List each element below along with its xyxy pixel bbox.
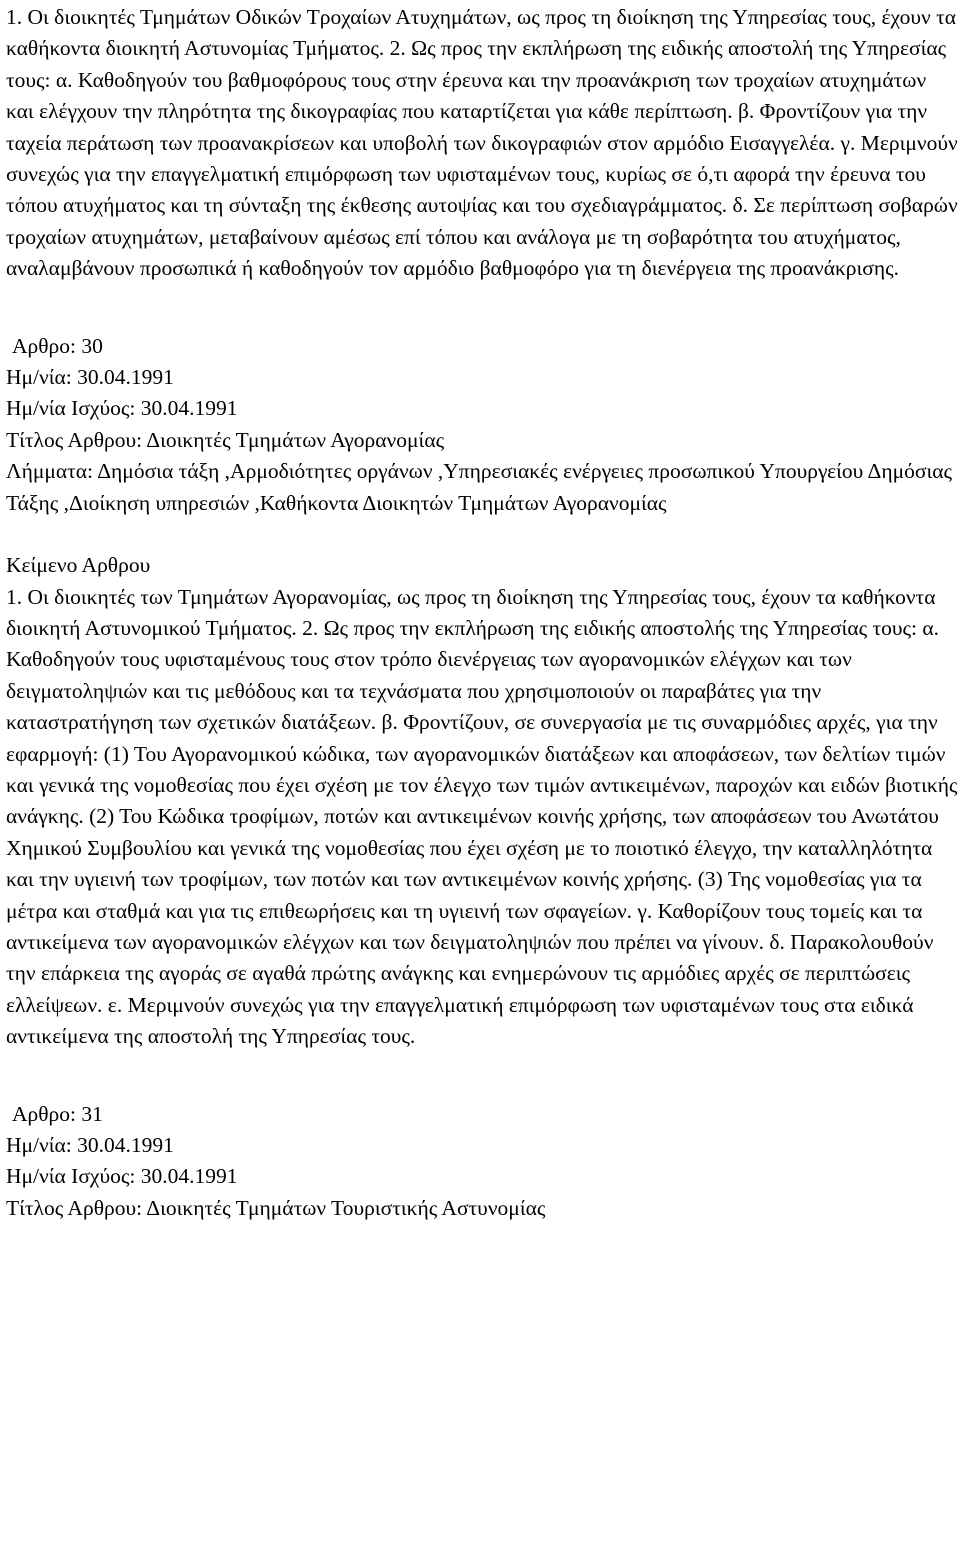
spacer: [6, 519, 958, 550]
article-31-metadata: [6, 1099, 958, 1225]
article-31-number: Αρθρο: 31: [12, 1101, 103, 1126]
previous-article-body: 1. Οι διοικητές Τμημάτων Οδικών Τροχαίων Ατυχημάτων, ως προς τη διοίκηση της Υπηρεσίας τους, έχουν τα καθήκοντα διοικητή Αστυνομίας Τμήματος. 2. Ως προς την εκπλήρωση της ειδικής αποστολή της Υπηρεσίας τους: α. Καθοδηγούν του βαθμοφόρους τους στην έρευνα και την προανάκριση των τροχαίων ατυχημάτων και ελέγχουν την πληρότητα της δικογραφίας που καταρτίζεται για κάθε περίπτωση. β. Φροντίζουν για την ταχεία περάτωση των προανακρίσεων και υποβολή των δικογραφιών στον αρμόδιο Εισαγγελέα. γ. Μεριμνούν συνεχώς για την επαγγελματική επιμόρφωση των υφισταμένων τους, κυρίως σε ό,τι αφορά την έρευνα του τόπου ατυχήματος και τη σύνταξη της έκθεσης αυτοψίας και του σχεδιαγράμματος. δ. Σε περίπτωση σοβαρών τροχαίων ατυχημάτων, μεταβαίνουν αμέσως επί τόπου και ανάλογα με τη σοβαρότητα του ατυχήματος, αναλαμβάνουν προσωπικά ή καθοδηγούν τον αρμόδιο βαθμοφόρο για τη διενέργεια της προανάκρισης.: [6, 5, 958, 281]
article-30-metadata: [6, 331, 958, 519]
document-page: [6, 2, 958, 1224]
article-30-effective-date: Ημ/νία Ισχύος: 30.04.1991: [6, 396, 238, 421]
article-30-title: Τίτλος Αρθρου: Διοικητές Τμημάτων Αγορανομίας: [6, 427, 445, 452]
article-31-title: Τίτλος Αρθρου: Διοικητές Τμημάτων Τουριστικής Αστυνομίας: [6, 1195, 546, 1220]
article-30-number: Αρθρο: 30: [12, 333, 103, 358]
article-30-keywords: Λήμματα: Δημόσια τάξη ,Αρμοδιότητες οργάνων ,Υπηρεσιακές ενέργειες προσωπικού Υπουργείου Δημόσιας Τάξης ,Διοίκηση υπηρεσιών ,Καθήκοντα Διοικητών Τμημάτων Αγορανομίας: [6, 459, 953, 515]
article-31-effective-date: Ημ/νία Ισχύος: 30.04.1991: [6, 1164, 238, 1189]
article-30-body: 1. Οι διοικητές των Τμημάτων Αγορανομίας, ως προς τη διοίκηση της Υπηρεσίας τους, έχουν τα καθήκοντα διοικητή Αστυνομικού Τμήματος. 2. Ως προς την εκπλήρωση της ειδικής αποστολής της Υπηρεσίας τους: α. Καθοδηγούν τους υφισταμένους τους στον τρόπο διενέργειας των αγορανομικών ελέγχων και των δειγματοληψιών και τις μεθόδους και τα τεχνάσματα που χρησιμοποιούν οι παραβάτες για την καταστρατήγηση των σχετικών διατάξεων. β. Φροντίζουν, σε συνεργασία με τις συναρμόδιες αρχές, για την εφαρμογή: (1) Του Αγορανομικού κώδικα, των αγορανομικών διατάξεων και αποφάσεων, των δελτίων τιμών και γενικά της νομοθεσίας που έχει σχέση με τον έλεγχο των τιμών αντικειμένων, παροχών και ειδών βιοτικής ανάγκης. (2) Του Κώδικα τροφίμων, ποτών και αντικειμένων κοινής χρήσης, των αποφάσεων του Ανωτάτου Χημικού Συμβουλίου και γενικά της νομοθεσίας που έχει σχέση με το ποιοτικό έλεγχο, την καταλληλότητα και την υγιεινή των τροφίμων, των ποτών και των αντικειμένων κοινής χρήσης. (3) Της νομοθεσίας για τα μέτρα και σταθμά και για τις επιθεωρήσεις και τη υγιεινή των σφαγείων. γ. Καθορίζουν τους τομείς και τα αντικείμενα των αγορανομικών ελέγχων και των δειγματοληψιών που πρέπει να γίνουν. δ. Παρακολουθούν την επάρκεια της αγοράς σε αγαθά πρώτης ανάγκης και ενημερώνουν τις αρμόδιες αρχές σε περιπτώσεις ελλείψεων. ε. Μεριμνούν συνεχώς για την επαγγελματική επιμόρφωση των υφισταμένων τους στα ειδικά αντικείμενα της αποστολή της Υπηρεσίας τους.: [6, 584, 958, 1049]
article-31-date: Ημ/νία: 30.04.1991: [6, 1133, 174, 1157]
article-30-date: Ημ/νία: 30.04.1991: [6, 365, 174, 390]
article-30-body-heading: Κείμενο Αρθρου: [6, 553, 151, 578]
